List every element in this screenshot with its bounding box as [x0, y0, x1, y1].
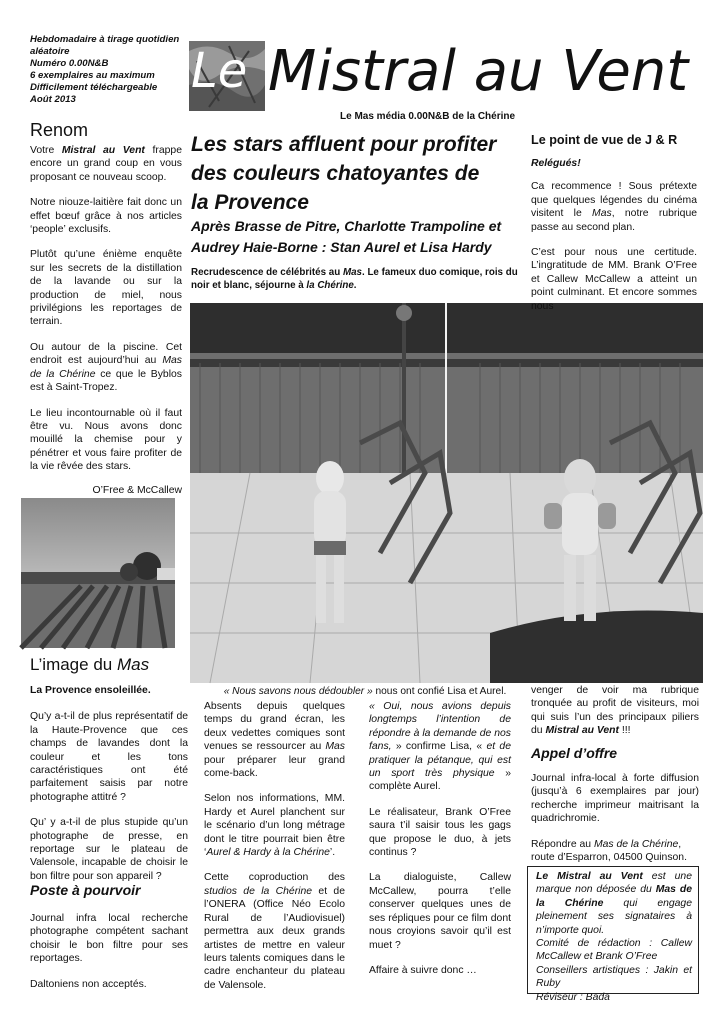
- poste-heading: Poste à pourvoir: [30, 882, 141, 898]
- renom-signature: O’Free & McCallew: [92, 484, 182, 496]
- masthead-info-line: Difficilement téléchargeable: [30, 82, 158, 93]
- renom-section: [30, 118, 182, 509]
- main-headline: Les stars affluent pour profiter des couleurs chatoyantes de la Provence: [191, 133, 497, 214]
- colophon-line: Conseillers artistiques : Jakin et Ruby: [536, 964, 692, 990]
- image-mas-heading: L’image du Mas: [30, 655, 150, 674]
- main-lead: Recrudescence de célébrités au Mas. Le fameux duo comique, rois du noir et blanc, séjourne à la Chérine.: [191, 267, 518, 292]
- masthead-title: Mistral au Vent: [268, 39, 689, 104]
- colophon-line: Réviseur : Bada: [536, 991, 610, 1003]
- masthead-info-line: Août 2013: [30, 94, 76, 105]
- article-paragraph: « Oui, nous avions depuis longtemps l’intention de répondre à la demande de nos fans, » confirme Lisa, « et de pratiquer la pétanque, qui est un sport très physique » complète Aurel.: [369, 701, 512, 793]
- appel-paragraph: Répondre au Mas de la Chérine, route d’Esparron, 04500 Quinson.: [531, 838, 687, 864]
- renom-paragraph: Plutôt qu’une énième enquête sur les secrets de la distillation de la lavande ou sur la production de miel, nous privilégions les reportages de terrain.: [30, 249, 182, 328]
- pool-scene-image-icon: [190, 303, 703, 683]
- renom-paragraph: Le lieu incontournable où il faut être vu. Nous avons donc mouillé la chemise pour y pénétrer et vous faire profiter de la vie rêvée des stars.: [30, 407, 182, 473]
- renom-paragraph: Votre Mistral au Vent frappe encore un grand coup en vous proposant ce nouveau scoop.: [30, 145, 182, 183]
- point-de-vue-section: [531, 131, 697, 312]
- article-paragraph: Le réalisateur, Brank O’Free saura t’il saisir tous les gags que propose le duo, à jets continus ?: [369, 806, 511, 859]
- lavender-field-photo: [21, 498, 175, 648]
- masthead-info-line: Hebdomadaire à tirage quotidien aléatoire: [30, 34, 180, 57]
- poste-paragraph: Journal infra local recherche photographe compétent sachant choisir le bon filtre pour ses reportages.: [30, 913, 188, 965]
- article-paragraph: Selon nos informations, MM. Hardy et Aurel planchent sur le scénario d’un long métrage dont le titre pourrait bien être ‘Aurel & Hardy à la Chérine’.: [204, 793, 345, 859]
- masthead-title-prefix: Le: [191, 43, 248, 99]
- appel-heading: Appel d’offre: [531, 745, 618, 761]
- image-mas-paragraph: Qu’y a-t-il de plus représentatif de la Haute-Provence que ces champs de lavandes dont la couleur et les tons caractéristiques ont été parfaitement saisis par notre photographe attitré ?: [30, 711, 188, 803]
- landscape-image-icon: [21, 498, 175, 648]
- article-paragraph: Cette coproduction des studios de la Chérine et de l’ONERA (Office Néo Ecolo Rural de l’Audiovisuel) permettra aux deux grands artistes de mettre en valeur leurs talents comiques dans le cadre enchanteur du plateau de Valensole.: [204, 872, 345, 991]
- renom-paragraph: Ou autour de la piscine. Cet endroit est aujourd’hui au Mas de la Chérine ce que le Byblos est à Saint-Tropez.: [30, 341, 182, 394]
- masthead-info: [30, 34, 190, 106]
- colophon-line: Comité de rédaction : Callew McCallew et Brank O’Free: [536, 938, 692, 963]
- image-mas-paragraph: Qu’ y a-t-il de plus stupide qu’un photographe de presse, en reportage sur le plateau de Valensole, incapable de choisir le bon filtre pour son appareil ?: [30, 817, 188, 882]
- renom-paragraph: Notre niouze-laitière fait donc un effet bœuf grâce à nos articles ‘people’ exclusifs.: [30, 197, 182, 236]
- point-de-vue-continued: [531, 684, 699, 750]
- pool-photo: [190, 303, 703, 683]
- article-paragraph: Absents depuis quelques temps du grand écran, les deux vedettes comiques sont venues se ressourcer au Mas pour préparer leur grand come-back.: [204, 701, 345, 780]
- article-paragraph: La dialoguiste, Callew McCallew, pourra t’elle conserver quelques unes de ses répliques pour ce film dont nous croyions savoir qu’il est muet ?: [369, 872, 511, 951]
- main-subheadline: Après Brasse de Pitre, Charlotte Trampoline et Audrey Haie-Borne : Stan Aurel et Lisa Hardy: [191, 218, 502, 255]
- point-de-vue-subhead: Relégués!: [531, 158, 581, 169]
- image-mas-section: [30, 654, 188, 895]
- point-de-vue-paragraph: C’est pour nous une certitude. L’ingratitude de MM. Brank O’Free et Callew McCallew a atteint un point culminant. Et encore sommes nous: [531, 247, 697, 312]
- point-de-vue-paragraph: venger de voir ma rubrique tronquée au profit de visiteurs, moi qui suis l’un des principaux piliers du Mistral au Vent !!!: [531, 685, 699, 737]
- colophon-line: Le Mistral au Vent est une marque non déposée du Mas de la Chérine qui engage pleinement ses signataires à n’importe quoi.: [536, 871, 692, 936]
- image-mas-subhead: La Provence ensoleillée.: [30, 685, 151, 696]
- photo-caption: « Nous savons nous dédoubler » nous ont confié Lisa et Aurel.: [223, 686, 507, 697]
- masthead-subtitle: Le Mas média 0.00N&B de la Chérine: [340, 111, 516, 122]
- masthead-logo: [189, 41, 265, 111]
- point-de-vue-paragraph: Ca recommence ! Sous prétexte que quelques légendes du cinéma visitent le Mas, notre rubrique passe au second plan.: [531, 181, 697, 233]
- article-column-1: [204, 700, 345, 1004]
- poste-section: [30, 880, 188, 1003]
- article-column-2: [369, 700, 511, 989]
- masthead-info-line: Numéro 0.00N&B: [30, 58, 109, 69]
- poste-paragraph: Daltoniens non acceptés.: [30, 978, 147, 990]
- colophon-box: [527, 866, 699, 1003]
- point-de-vue-heading: Le point de vue de J & R: [531, 133, 678, 147]
- appel-paragraph: Journal infra-local à forte diffusion (jusqu’à 6 exemplaires par jour) recherche imprimeur maitrisant la quadrichromie.: [531, 773, 699, 825]
- appel-section: [531, 742, 699, 876]
- renom-heading: Renom: [30, 120, 89, 140]
- article-paragraph: Affaire à suivre donc …: [369, 964, 477, 976]
- masthead-info-line: 6 exemplaires au maximum: [30, 70, 155, 81]
